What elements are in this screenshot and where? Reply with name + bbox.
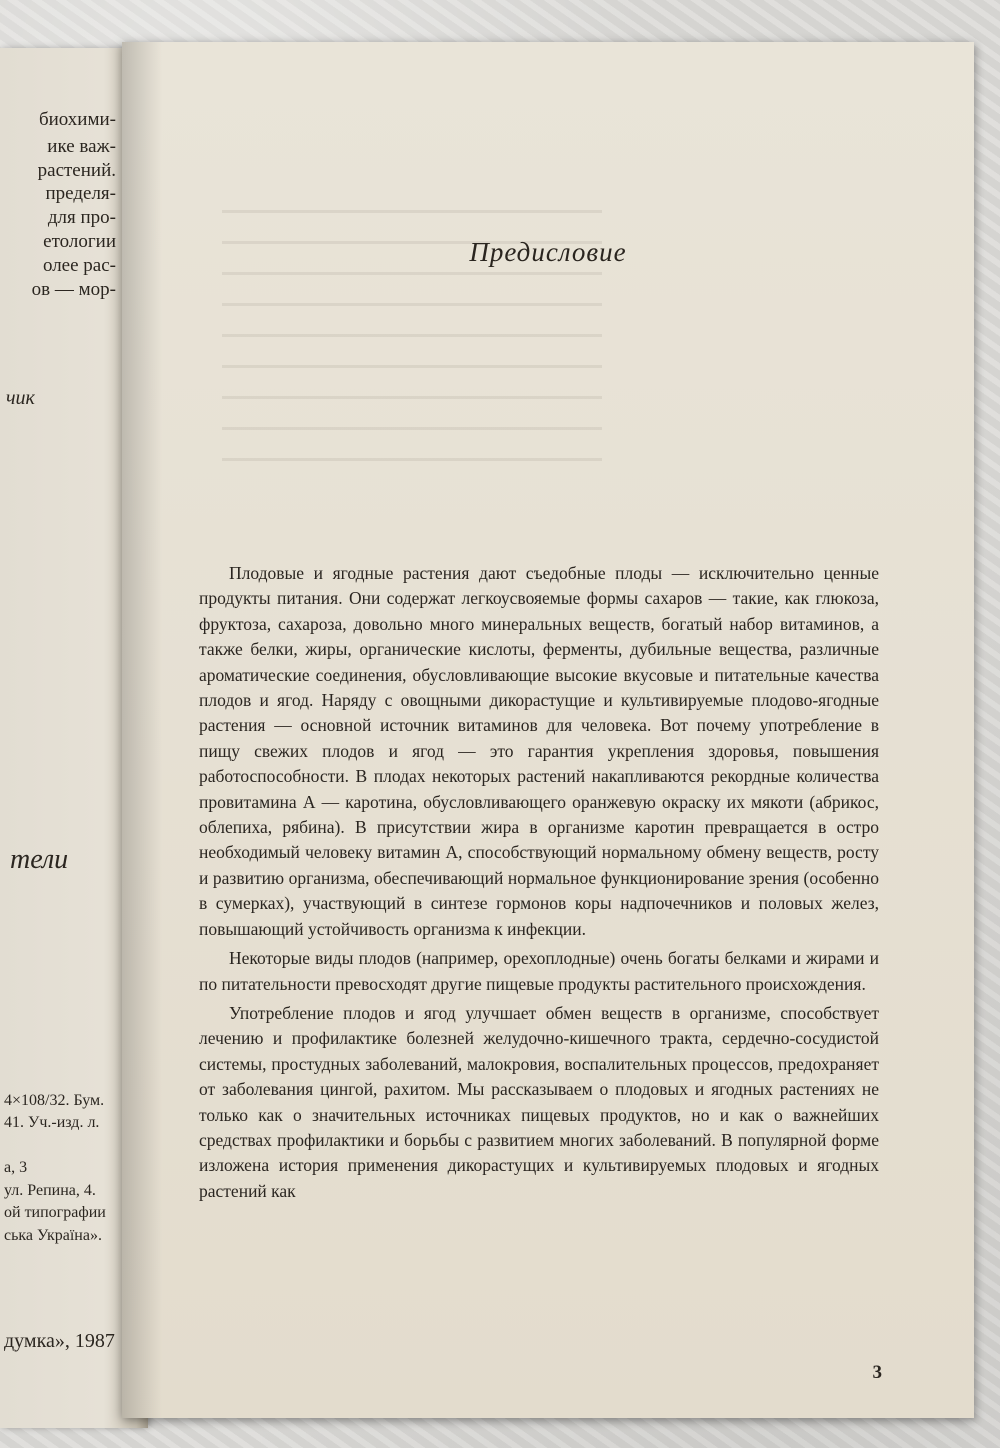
paragraph-1: Плодовые и ягодные растения дают съедобные плоды — исключительно ценные продукты питания. Они содержат легкоусвояемые формы сахаров — такие, как глюкоза, фруктоза, сахароза, довольно много минеральных веществ, богатый набор витаминов, а также белки, жиры, органические кислоты, ферменты, дубильные вещества, различные ароматические соединения, обусловливающие высокие вкусовые и питательные качества плодов и ягод. Наряду с овощными дикорастущие и культивируемые плодово-ягодные растения — основной источник витаминов для человека. Вот почему употребление в пищу свежих плодов и ягод — это гарантия укрепления здоровья, повышения работоспособности. В плодах некоторых растений накапливаются рекордные количества провитамина А — каротина, обусловливающего оранжевую окраску их мякоти (абрикос, облепиха, рябина). В присутствии жира в организме каротин превращается в остро необходимый человеку витамин А, способствующий нормальному обмену веществ, росту и развитию организма, обеспечивающий нормальное функционирование зрения (особенно в сумерках), участвующий в синтезе гормонов коры надпочечников и половых желез, повышающий устойчивость организма к инфекции. bbox=[199, 563, 879, 939]
left-line-2: ике важ- bbox=[47, 136, 116, 157]
left-line-8: ов — мор- bbox=[31, 279, 116, 300]
left-line-4: пределя- bbox=[45, 183, 116, 204]
left-line-1: биохими- bbox=[38, 109, 116, 130]
left-imprint-6: ська Україна». bbox=[4, 1227, 102, 1244]
left-imprint-4: ул. Репина, 4. bbox=[4, 1182, 96, 1199]
paragraph-3: Употребление плодов и ягод улучшает обмен веществ в организме, способствует лечению и профилактике болезней желудочно-кишечного тракта, сердечно-сосудистой системы, простудных заболеваний, малокровия, воспалительных процессов, предохраняет от заболевания цингой, рахитом. Мы рассказываем о плодовых и ягодных растениях не только как о значительных источниках пищевых продуктов, но и как о важнейших средствах профилактики и борьбы с развитием многих заболеваний. В популярной форме изложена история применения дикорастущих и культивируемых плодовых и ягодных растений как bbox=[199, 1002, 879, 1201]
page-title: Предисловие bbox=[469, 237, 627, 267]
show-through-text bbox=[222, 182, 602, 462]
left-imprint-2: 41. Уч.-изд. л. bbox=[4, 1114, 100, 1131]
body-text bbox=[199, 561, 879, 1208]
left-line-5: для про- bbox=[47, 207, 116, 228]
left-fragment-chik: чик bbox=[6, 387, 35, 409]
page-number: 3 bbox=[872, 1362, 882, 1383]
left-line-7: олее рас- bbox=[42, 255, 116, 276]
left-imprint-5: ой типографии bbox=[4, 1204, 106, 1221]
left-line-6: етологии bbox=[43, 231, 116, 252]
left-fragment-teli: тели bbox=[10, 844, 69, 875]
left-imprint-1: 4×108/32. Бум. bbox=[4, 1092, 105, 1109]
left-imprint-3: а, 3 bbox=[4, 1159, 28, 1176]
left-publisher-line: думка», 1987 bbox=[4, 1330, 115, 1352]
left-line-3: растений. bbox=[37, 160, 116, 181]
paragraph-2: Некоторые виды плодов (например, орехоплодные) очень богаты белками и жирами и по питательности превосходят другие пищевые продукты растительного происхождения. bbox=[199, 948, 879, 994]
current-page bbox=[122, 42, 974, 1418]
